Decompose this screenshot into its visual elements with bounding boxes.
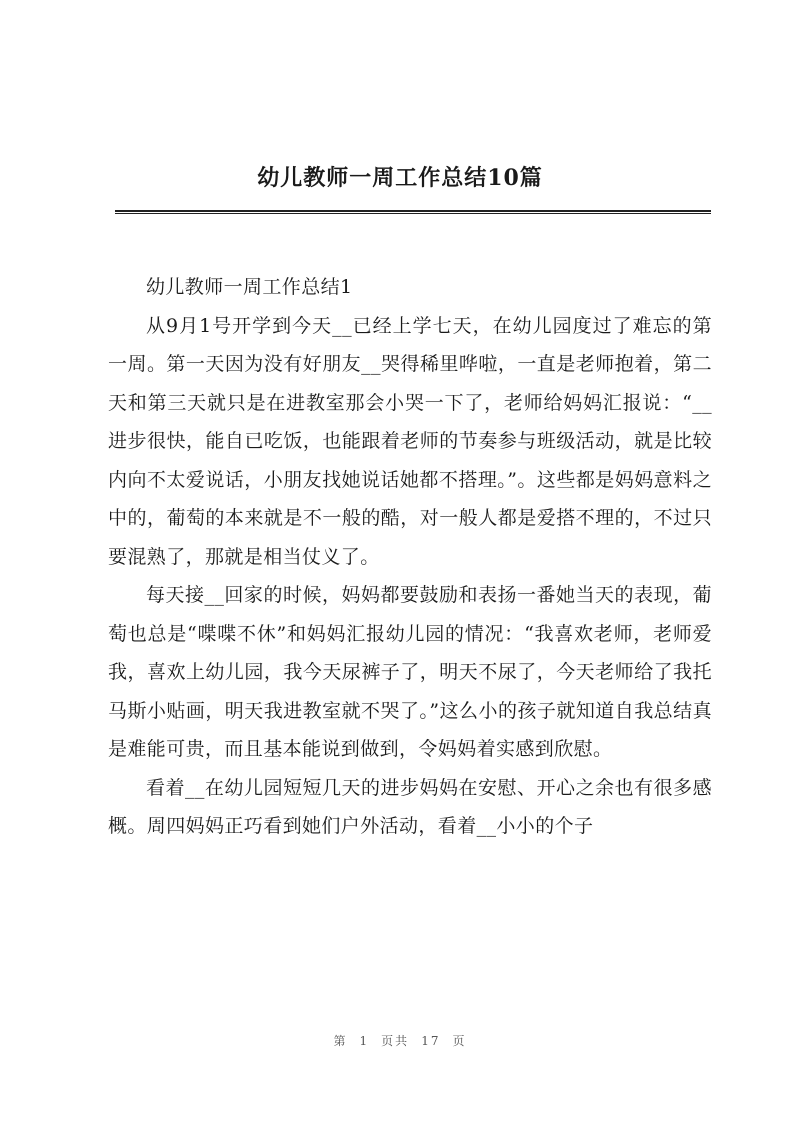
paragraph: 每天接__回家的时候，妈妈都要鼓励和表扬一番她当天的表现，葡萄也总是“喋喋不休”和妈妈汇报幼儿园的情况：“我喜欢老师，老师爱我，喜欢上幼儿园，我今天尿裤子了，明天不尿了，今天老师给了我托马斯小贴画，明天我进教室就不哭了。”这么小的孩子就知道自我总结真是难能可贵，而且基本能说到做到，令妈妈着实感到欣慰。 [108,584,712,760]
paragraph: 从9月1号开学到今天__已经上学七天，在幼儿园度过了难忘的第一周。第一天因为没有好朋友__哭得稀里哗啦，一直是老师抱着，第二天和第三天就只是在进教室那会小哭一下了，老师给妈妈汇报说：“__进步很快，能自已吃饭，也能跟着老师的节奏参与班级活动，就是比较内向不太爱说话，小朋友找她说话她都不搭理。”。这些都是妈妈意料之中的，葡萄的本来就是不一般的酷，对一般人都是爱搭不理的，不过只要混熟了，那就是相当仗义了。 [108,314,712,568]
section-heading: 幼儿教师一周工作总结1 [146,276,353,298]
footer-suffix: 页 [452,1034,467,1048]
current-page-number: 1 [359,1034,370,1048]
footer-prefix: 第 [333,1034,348,1048]
footer-middle: 页共 [381,1034,410,1048]
page-number-footer [0,1032,800,1050]
title-divider [115,210,711,214]
document-body [108,268,712,846]
document-title: 幼儿教师一周工作总结10篇 [257,165,543,191]
paragraph: 看着__在幼儿园短短几天的进步妈妈在安慰、开心之余也有很多感概。周四妈妈正巧看到她们户外活动，看着__小小的个子 [108,776,712,837]
total-pages-number: 17 [421,1034,441,1048]
